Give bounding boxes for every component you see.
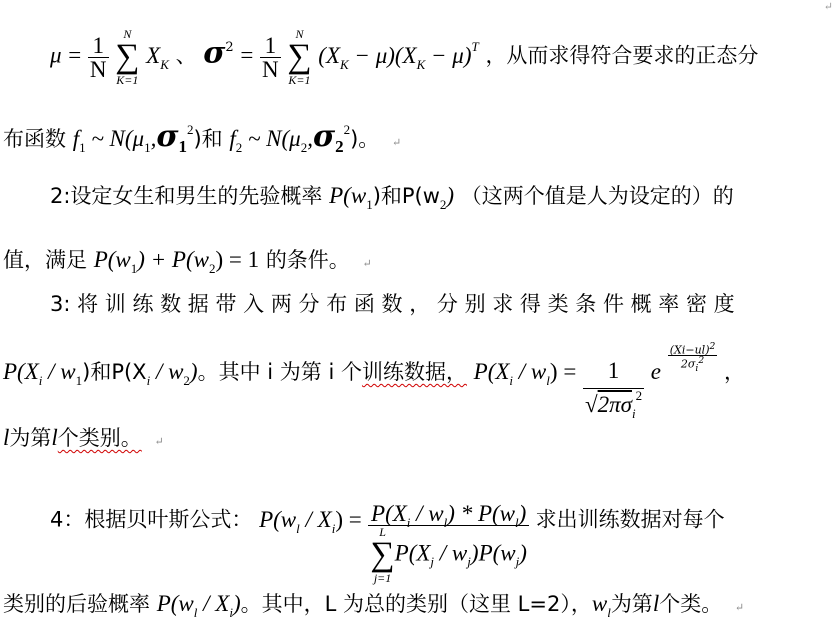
text-segment: 求出训练数据对每个 — [535, 507, 725, 532]
numerator: 1 — [583, 359, 644, 389]
w-l-symbol: $w_l$ — [591, 591, 611, 620]
numerator: 1 — [260, 34, 281, 58]
x-k: $X_K$ — [146, 42, 169, 72]
covariance-expression: $(X_K - \mu)(X_K - \mu)^T$ — [318, 38, 479, 72]
corner-mark: ↵ — [823, 0, 833, 13]
text-segment: 3: 将 训 练 数 据 带 入 两 分 布 函 数 ， 分 别 求 得 类 条 件 概 率 密 度 — [50, 292, 735, 316]
l-symbol-2: l — [51, 425, 58, 450]
summation-lower: K=1 — [116, 73, 139, 87]
denominator: N — [89, 56, 107, 82]
exponent-numerator: $(Xi-ul)^2$ — [669, 340, 716, 357]
text-segment: ，从而求得符合要求的正态分 — [485, 43, 759, 68]
fraction-1-over-N-2 — [260, 34, 281, 81]
bayes-line — [50, 480, 725, 585]
class-index-line — [3, 426, 164, 449]
l-symbol: l — [3, 425, 10, 450]
text-segment: 布函数 — [3, 127, 66, 151]
text-segment: 个类。 — [659, 592, 723, 616]
denominator: $√2\pi\sigma_i^2$ — [584, 388, 643, 421]
bayes-denominator: L ∑ j=1 $P(X_j / w_j)P(w_j)$ — [370, 525, 527, 585]
denominator: N — [262, 56, 279, 82]
return-mark: ↵ — [362, 257, 372, 270]
return-mark: ↵ — [734, 601, 745, 614]
mu-symbol: μ — [50, 42, 62, 68]
class-conditional-expression: $P(X_i / w_1)$和$P(X_i / w_2)$ — [3, 359, 198, 388]
text-segment: 的条件。 — [265, 248, 350, 272]
return-mark: ↵ — [392, 136, 402, 149]
exponent-fraction — [668, 342, 718, 374]
distribution-line — [3, 119, 402, 156]
text-segment: 2:设定女生和男生的先验概率 — [50, 184, 323, 208]
fraction-1-over-N — [88, 34, 109, 81]
gaussian-lhs: $P(X_i / w_l)$ = — [473, 359, 577, 388]
gaussian-fraction — [583, 358, 644, 421]
summation-upper: N — [295, 27, 304, 41]
comma: ， — [724, 360, 746, 384]
summation: N ∑ K=1 — [115, 27, 140, 87]
text-segment: )。 — [350, 127, 380, 151]
f2-expression: $f_2$ ~ $N(\mu_2,\sigma_2^2$ — [229, 119, 351, 156]
posterior-lhs: $P(w_l / X_i)$ = — [259, 506, 362, 536]
step3-line — [50, 294, 735, 315]
text-segment: 4：根据贝叶斯公式： — [50, 507, 253, 532]
text-segment: 为第 — [9, 426, 52, 450]
text-segment: 为第 — [610, 592, 653, 616]
text-segment-underlined: 个类别。 — [57, 426, 142, 450]
exponent-denominator: $2\sigma_i^2$ — [680, 355, 705, 375]
sigma-exponent: 2 — [225, 39, 234, 55]
text-segment: 类别的后验概率 — [3, 592, 150, 616]
text-segment: )和 — [193, 127, 223, 151]
text-segment-underlined: 训练数据， — [361, 360, 467, 384]
summation-upper: N — [123, 27, 132, 41]
posterior-line — [3, 591, 745, 620]
equals-2: = — [240, 42, 254, 68]
separator: 、 — [175, 43, 197, 68]
summation-lower: K=1 — [288, 73, 311, 87]
constraint-line — [3, 247, 372, 276]
f1-expression: $f_1$ ~ $N(\mu_1,\sigma_1^2$ — [72, 119, 194, 156]
constraint-expression: $P(w_1) + P(w_2) = 1$ — [93, 247, 260, 276]
bayes-numerator: $P(X_i / w_l) * P(w_l)$ — [368, 502, 529, 526]
text-segment: 值，满足 — [3, 248, 87, 272]
sigma-symbol: σ — [203, 35, 226, 71]
l-symbol: l — [652, 591, 660, 616]
exponential-e: e — [650, 359, 662, 384]
prior-line — [50, 183, 734, 212]
bayes-fraction — [368, 502, 529, 584]
text-segment: 。其中 i 为第 i 个 — [197, 360, 362, 384]
summation-2: N ∑ K=1 — [287, 27, 312, 87]
return-mark: ↵ — [154, 435, 164, 448]
numerator: 1 — [88, 34, 109, 58]
formula-line-mu-sigma — [50, 28, 758, 86]
text-segment: （这两个值是人为设定的）的 — [460, 184, 734, 208]
text-segment: 。其中，L 为总的类别（这里 L=2）， — [240, 592, 592, 616]
likelihood-line — [3, 340, 746, 421]
prior-expression: $P(w_1)$和$P(w_2)$ — [329, 183, 455, 212]
equals: = — [68, 42, 82, 68]
posterior-expression: $P(w_l / X_i)$ — [156, 591, 241, 620]
